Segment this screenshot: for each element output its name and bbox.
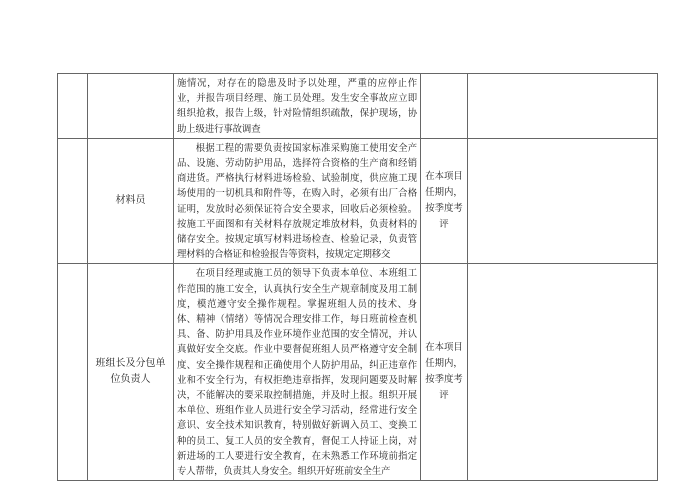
role-cell: 材料员 xyxy=(88,138,174,264)
responsibility-table xyxy=(57,73,658,481)
assessment-cell xyxy=(421,74,468,139)
index-cell xyxy=(58,74,88,139)
assessment-cell: 在本项目任期内，按季度考评 xyxy=(421,264,468,481)
table-row xyxy=(58,138,658,264)
duty-text: 在项目经理或施工员的领导下负责本单位、本班组工作范围的施工安全，认真执行安全生产规章制度及用工制度，模范遵守安全操作规程。掌握班组人员的技术、身体、精神（情绪）等情况合理安排工作，每日班前检查机具、备、防护用具及作业环境作业范围的安全情况，并认真做好安全交底。作业中要督促班组人员严格遵守安全制度、安全操作规程和正确使用个人防护用品，纠正违章作业和不安全行为，有权拒绝违章指挥，发现问题要及时解决，不能解决的要采取控制措施，并及时上报。组织开展本单位、班组作业人员进行安全学习活动，经常进行安全意识、安全技术知识教育，特别做好新调入员工、变换工种的员工、复工人员的安全教育，督促工人持证上岗，对新进场的工人要进行安全教育，在未熟悉工作环境前指定专人帮带，负责其人身安全。组织开好班前安全生产 xyxy=(177,268,417,478)
duty-cell xyxy=(174,138,421,264)
index-cell xyxy=(58,138,88,264)
remarks-cell xyxy=(468,264,658,481)
role-cell xyxy=(88,74,174,139)
assessment-cell: 在本项目任期内，按季度考评 xyxy=(421,138,468,264)
duty-cell xyxy=(174,264,421,481)
role-cell: 班组长及分包单位负责人 xyxy=(88,264,174,481)
remarks-cell xyxy=(468,74,658,139)
table-row xyxy=(58,74,658,139)
table-row xyxy=(58,264,658,481)
remarks-cell xyxy=(468,138,658,264)
duty-text: 根据工程的需要负责按国家标准采购施工使用安全产品、设施、劳动防护用品，选择符合资格的生产商和经销商进货。严格执行材料进场检验、试验制度，供应施工现场使用的一切机具和附件等，在购入时，必须有出厂合格证明，发放时必须保证符合安全要求，回收后必须检验。按施工平面图和有关材料存放规定堆放材料，负责材料的储存安全。按规定填写材料进场检查、检验记录，负责管理材料的合格证和检验报告等资料，按规定定期移交 xyxy=(177,142,417,261)
duty-text: 施情况，对存在的隐患及时予以处理，严重的应停止作业，并报告项目经理、施工员处理。发生安全事故应立即组织抢救，报告上级，针对险情组织疏散，保护现场，协助上级进行事故调查 xyxy=(177,78,417,135)
duty-cell xyxy=(174,74,421,139)
index-cell xyxy=(58,264,88,481)
